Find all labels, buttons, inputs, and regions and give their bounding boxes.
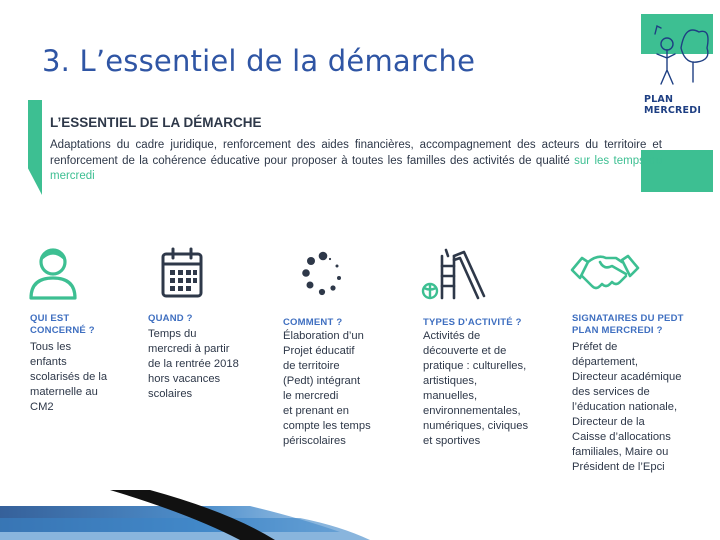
title-line: QUAND ?: [148, 313, 193, 324]
text-line: de la rentrée 2018: [148, 358, 239, 370]
text-line: familiales, Maire ou: [572, 446, 669, 458]
text-line: pratique : culturelles,: [423, 360, 527, 372]
text-line: département,: [572, 356, 638, 368]
text-line: maternelle au: [30, 386, 98, 398]
text-line: hors vacances: [148, 373, 221, 385]
title-line: COMMENT ?: [283, 317, 343, 328]
handshake-icon: [570, 248, 640, 294]
text-line: scolarisés de la: [30, 371, 108, 383]
text-line: (Pedt) intégrant: [283, 375, 361, 387]
text-line: enfants: [30, 356, 67, 368]
title-line: SIGNATAIRES DU PEDT: [572, 313, 684, 324]
title-line: CONCERNÉ ?: [30, 325, 95, 336]
text-line: et sportives: [423, 435, 481, 447]
text-line: Projet éducatif: [283, 345, 355, 357]
column-text-when: [148, 327, 239, 402]
panel-body-line-prefix: qualité: [535, 154, 575, 167]
logo-text-plan: PLAN: [644, 94, 674, 105]
column-text-activity-types: [423, 329, 528, 449]
text-line: scolaires: [148, 388, 193, 400]
text-line: Directeur de la: [572, 416, 645, 428]
text-line: compte les temps: [283, 420, 371, 432]
panel-heading: L’ESSENTIEL DE LA DÉMARCHE: [50, 115, 262, 130]
title-line: TYPES D’ACTIVITÉ ?: [423, 317, 522, 328]
title-line: PLAN MERCREDI ?: [572, 325, 663, 336]
column-title-how: [283, 317, 342, 329]
text-line: numériques, civiques: [423, 420, 529, 432]
text-line: mercredi à partir: [148, 343, 230, 355]
text-line: manuelles,: [423, 390, 478, 402]
title-line: QUI EST: [30, 313, 70, 324]
bottom-decoration: [0, 488, 720, 540]
text-line: Activités de: [423, 330, 481, 342]
text-line: artistiques,: [423, 375, 478, 387]
panel-body-highlight: sur les temps du mercredi: [50, 154, 662, 182]
column-title-concerned: [30, 313, 95, 337]
text-line: Élaboration d’un: [283, 330, 364, 342]
text-line: Directeur académique: [572, 371, 682, 383]
text-line: périscolaires: [283, 435, 346, 447]
slide-title: 3. L’essentiel de la démarche: [42, 44, 476, 78]
text-line: Caisse d’allocations: [572, 431, 671, 443]
column-title-signatories: [572, 313, 684, 337]
text-line: des services de: [572, 386, 650, 398]
column-text-signatories: [572, 340, 681, 475]
text-line: Temps du: [148, 328, 197, 340]
text-line: découverte et de: [423, 345, 507, 357]
person-icon: [28, 246, 78, 300]
text-line: Tous les: [30, 341, 72, 353]
text-line: environnementales,: [423, 405, 521, 417]
panel-accent-band: [28, 100, 42, 195]
panel-body-line: Adaptations du cadre juridique, renforcement des aides financières, accompagnement des acteurs du: [50, 139, 599, 151]
text-line: l’éducation nationale,: [572, 401, 678, 413]
text-line: de territoire: [283, 360, 340, 372]
text-line: CM2: [30, 401, 54, 413]
panel-body-line: territoire et renforcement de la cohérence éducative pour proposer à toutes les familles des activités de: [50, 139, 662, 167]
panel-body: [50, 138, 662, 185]
text-line: le mercredi: [283, 390, 339, 402]
column-title-activity-types: [423, 317, 522, 329]
column-text-concerned: [30, 340, 107, 415]
column-text-how: [283, 329, 371, 449]
column-title-when: [148, 313, 193, 325]
text-line: et prenant en: [283, 405, 349, 417]
loading-spinner-icon: [297, 250, 349, 300]
calendar-icon: [160, 244, 204, 300]
logo-text-mercredi: MERCREDI: [644, 105, 702, 116]
text-line: Préfet de: [572, 341, 618, 353]
text-line: Président de l’Epci: [572, 461, 665, 473]
playground-slide-icon: [420, 246, 490, 302]
